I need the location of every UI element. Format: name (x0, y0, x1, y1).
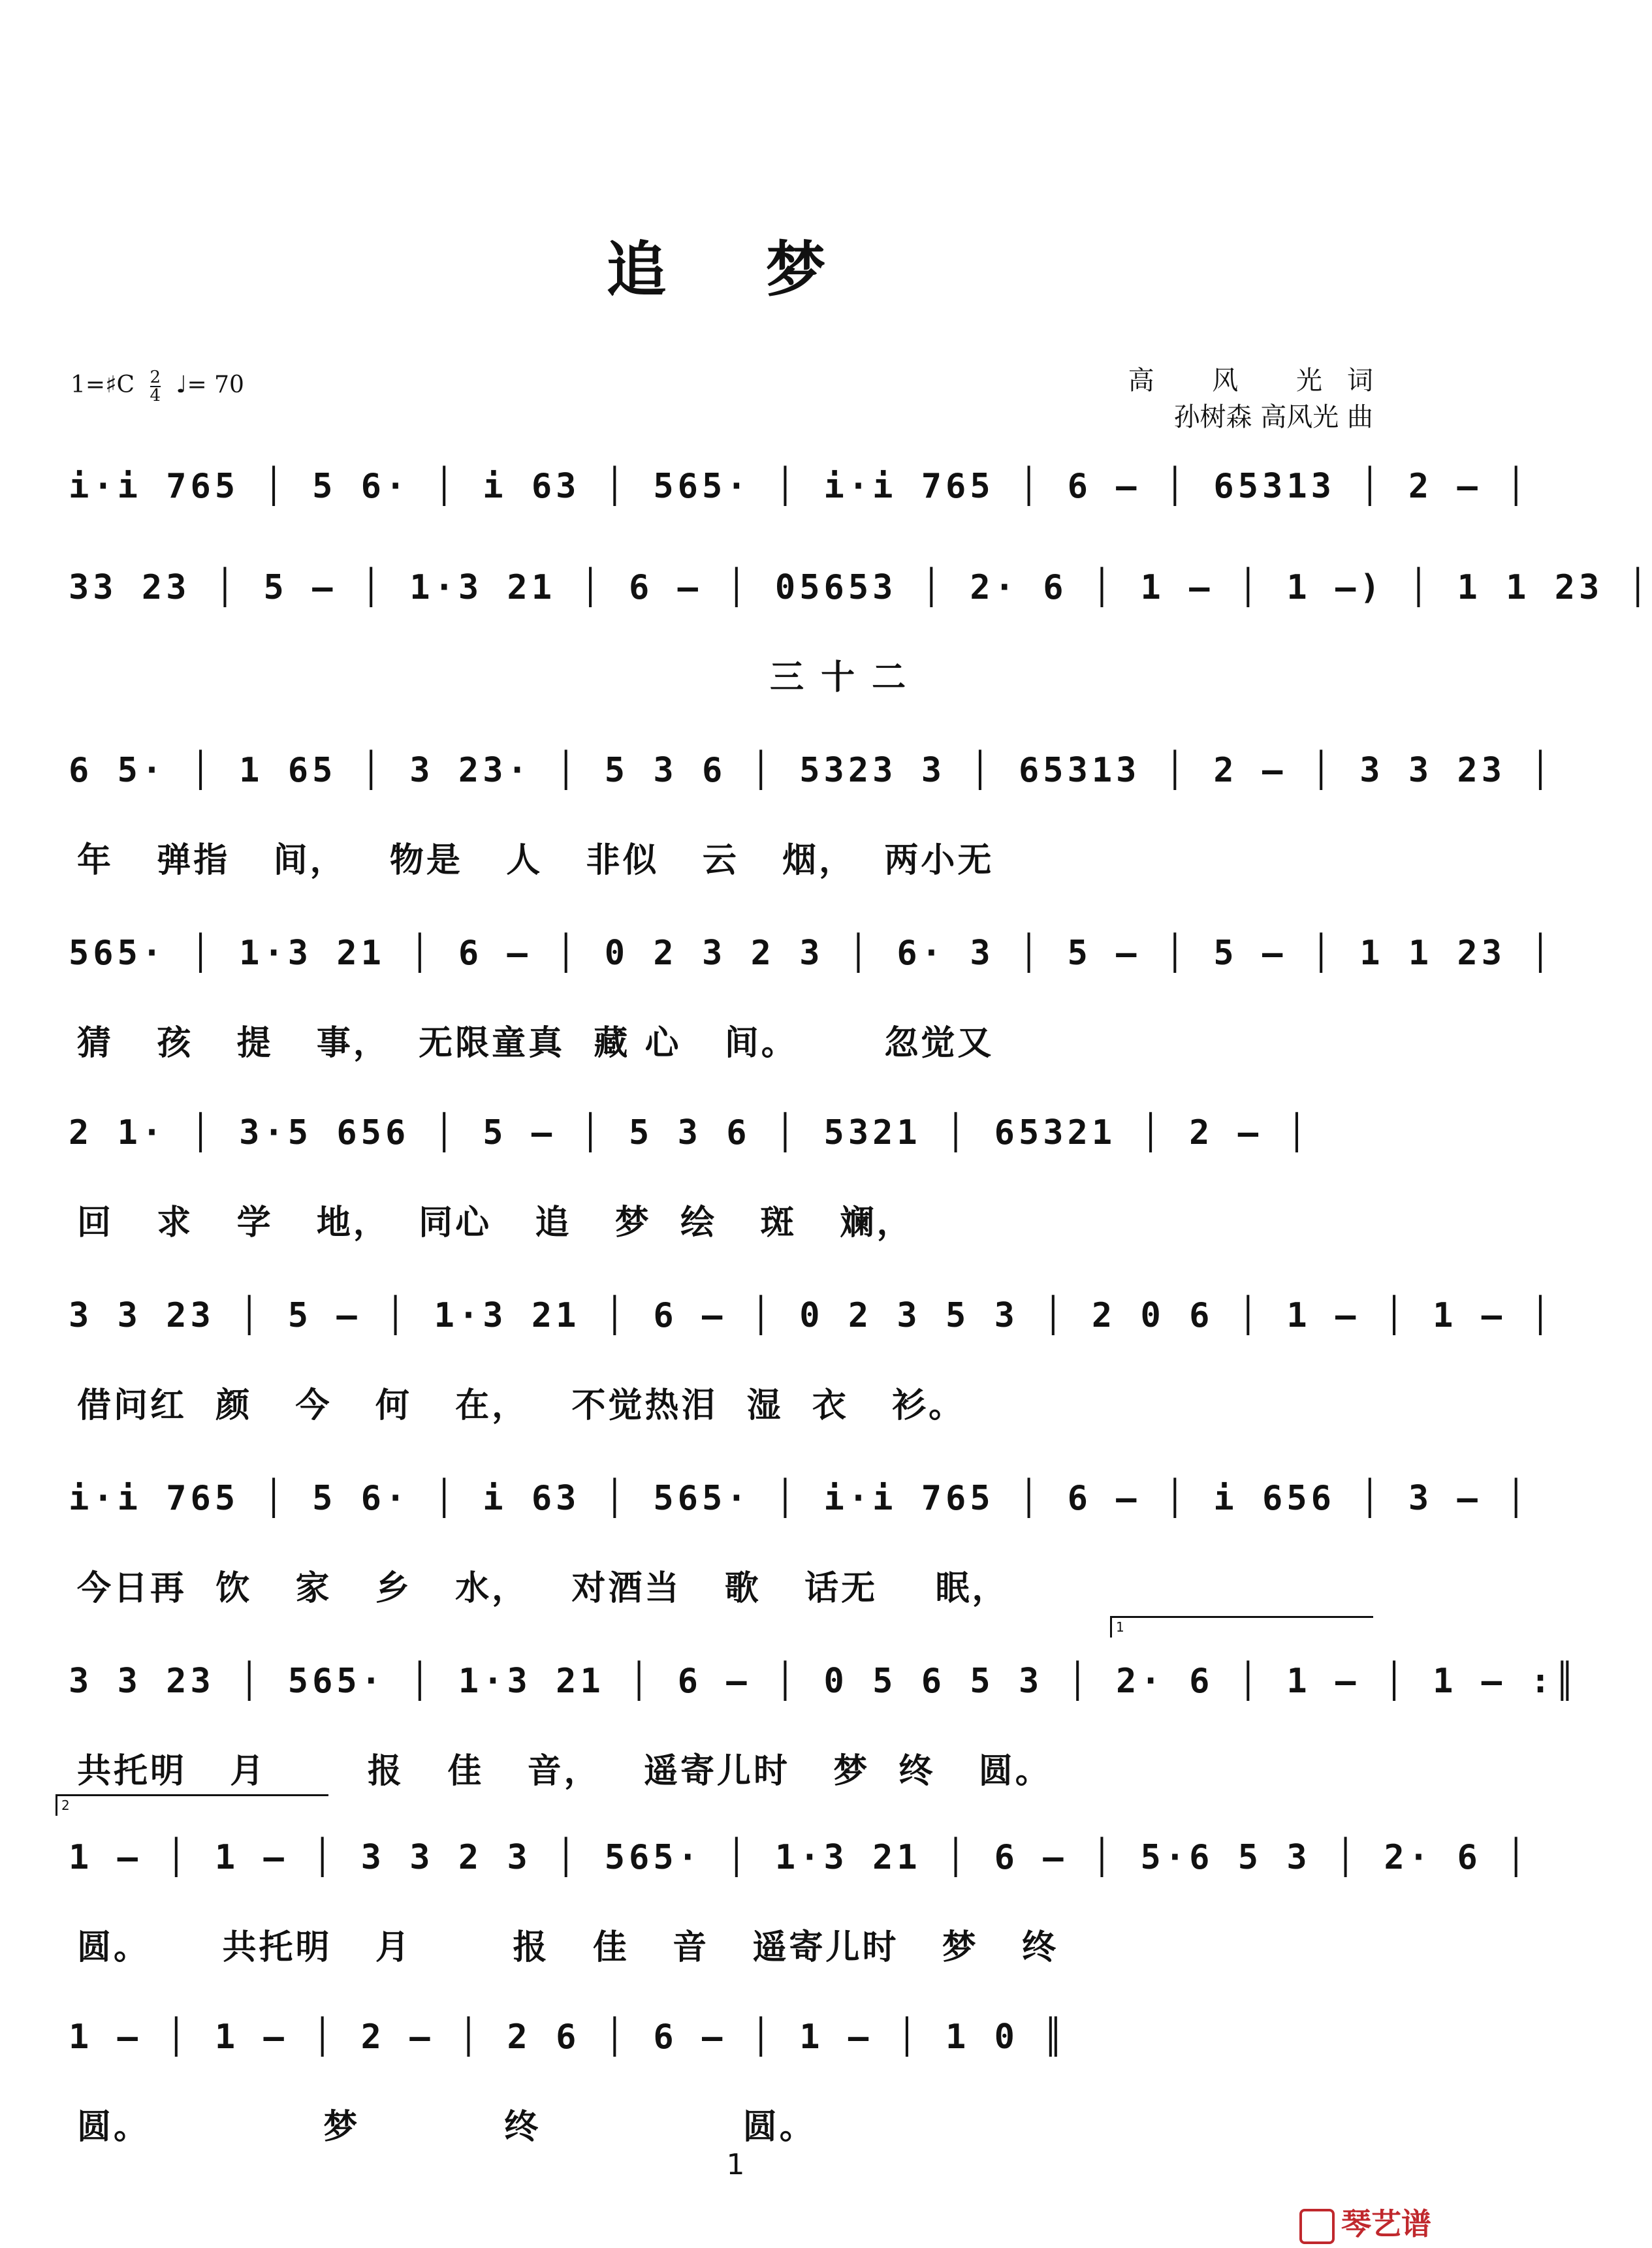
lyric-line: 圆。 共托明 月 报 佳 音 遥寄儿时 梦 终 (77, 1927, 1059, 1967)
staff-line: 1 – │ 1 – │ 3 3 2 3 │ 565· │ 1·3 21 │ 6 – │ 5·6 5 3 │ 2· 6 │ (69, 1838, 1531, 1877)
first-ending-number: 1 (1116, 1619, 1124, 1635)
lyricist-credit: 高 风 光词 (1128, 366, 1398, 396)
time-top: 2 (150, 368, 161, 387)
staff-line: 33 23 │ 5 – │ 1·3 21 │ 6 – │ 05653 │ 2· 6 │ 1 – │ 1 –) │ 1 1 23 │ (69, 568, 1652, 607)
key-signature (71, 369, 244, 404)
lyric-line: 圆。 梦 终 圆。 (77, 2107, 816, 2147)
lyric-line: 年 弹指 间， 物是 人 非似 云 烟， 两小无 (77, 840, 994, 880)
staff-line: 3 3 23 │ 565· │ 1·3 21 │ 6 – │ 0 5 6 5 3 │ 2· 6 │ 1 – │ 1 – :║ (69, 1662, 1580, 1701)
logo-icon (1299, 2209, 1335, 2244)
lyric-line: 今日再 饮 家 乡 水， 对酒当 歌 话无 眠， (77, 1568, 1009, 1608)
lyric-line: 三 十 二 (77, 657, 909, 697)
staff-line: 565· │ 1·3 21 │ 6 – │ 0 2 3 2 3 │ 6· 3 │ 5 – │ 5 – │ 1 1 23 │ (69, 934, 1555, 973)
page-number: 1 (726, 2148, 745, 2181)
second-ending-number: 2 (61, 1797, 70, 1813)
lyric-line: 借问红 颜 今 何 在， 不觉热泪 湿 衣 衫。 (77, 1385, 966, 1425)
watermark-text: 琴艺谱 (1341, 2206, 1431, 2241)
lyric-line: 回 求 学 地， 同心 追 梦 绘 斑 斓， (77, 1203, 913, 1243)
time-bottom: 4 (150, 386, 161, 405)
watermark-logo (1299, 2200, 1431, 2244)
lyric-line: 猜 孩 提 事， 无限童真 藏 心 间。 忽觉又 (77, 1023, 994, 1063)
staff-line: i·i 765 │ 5 6· │ i 63 │ 565· │ i·i 765 │ 6 – │ i 656 │ 3 – │ (69, 1479, 1531, 1518)
time-signature (150, 369, 161, 404)
composer-credit: 孙树森 高风光 曲 (1173, 402, 1373, 432)
credits (1128, 362, 1398, 435)
tempo-mark: ♩= 70 (176, 372, 244, 398)
tonic-label: 1=♯C (71, 372, 135, 398)
staff-line: i·i 765 │ 5 6· │ i 63 │ 565· │ i·i 765 │ 6 – │ 65313 │ 2 – │ (69, 467, 1531, 506)
staff-line: 2 1· │ 3·5 656 │ 5 – │ 5 3 6 │ 5321 │ 65321 │ 2 – │ (69, 1113, 1311, 1152)
first-ending-bracket (1110, 1616, 1373, 1638)
song-title: 追 梦 (606, 234, 865, 305)
staff-line: 3 3 23 │ 5 – │ 1·3 21 │ 6 – │ 0 2 3 5 3 │ 2 0 6 │ 1 – │ 1 – │ (69, 1296, 1555, 1335)
second-ending-bracket (56, 1794, 328, 1816)
lyric-line: 共托明 月 报 佳 音， 遥寄儿时 梦 终 圆。 (77, 1751, 1052, 1791)
staff-line: 1 – │ 1 – │ 2 – │ 2 6 │ 6 – │ 1 – │ 1 0 ║ (69, 2018, 1068, 2057)
staff-line: 6 5· │ 1 65 │ 3 23· │ 5 3 6 │ 5323 3 │ 65313 │ 2 – │ 3 3 23 │ (69, 751, 1555, 790)
